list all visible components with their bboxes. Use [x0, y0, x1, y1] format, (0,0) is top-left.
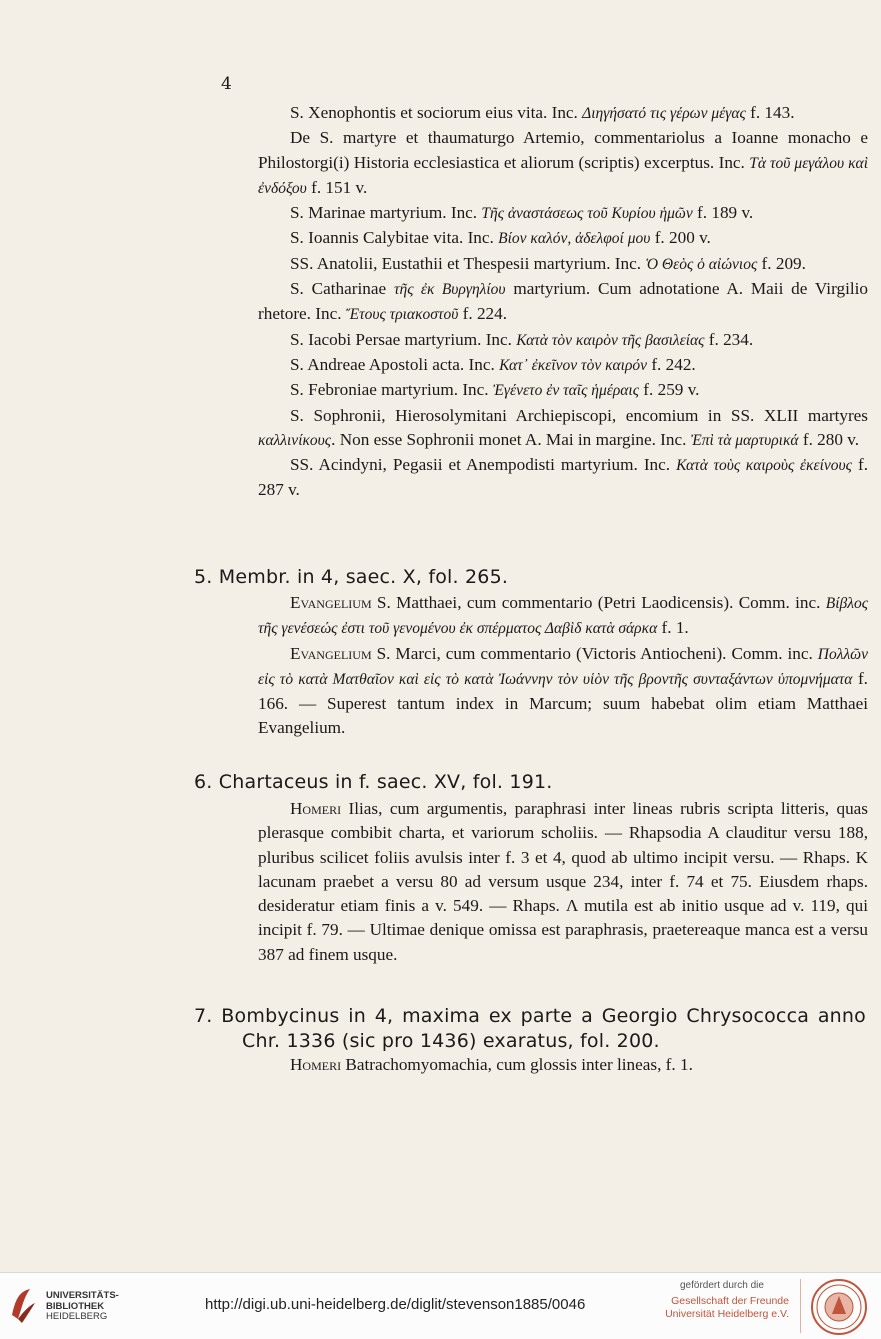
university-seal-icon [810, 1278, 868, 1336]
entry-calybitae: S. Ioannis Calybitae vita. Inc. Βίον καλόν, ἀδελφοί μου f. 200 v. [290, 228, 711, 248]
sponsor-name: Gesellschaft der Freunde Universität Heidelberg e.V. [665, 1295, 789, 1320]
section-6-body [258, 797, 868, 967]
entry-catharinae: S. Catharinae τῆς ἐκ Βυργηλίου martyrium. Cum adnotatione A. Maii de Virgilio rhetore. Inc. Ἔτους τριακοστοῦ f. 224. [258, 279, 869, 324]
viewer-footer [0, 1272, 881, 1339]
section-6-para-1: Homeri Ilias, cum argumentis, paraphrasi inter lineas rubris scripta litteris, quas plerasque combibit charta, et variorum scholiis. — Rhapsodia A clauditur versu 188, pluribus scilicet foliis avulsis inter f. 3 et 4, quod ab ultimo incipit versu. — Rhaps. K lacunam praebet a versu 80 ad versum usque 234, inter f. 74 et 75. Eiusdem rhaps. desideratur etiam finis a v. 549. — Rhaps. Λ mutila est ab initio usque ad v. 119, qui incipit f. 79. — Ultimae denique omissa est paraphrasis, praetereaque manca est a versu 387 ad finem usque. [258, 799, 868, 964]
entry-marinae: S. Marinae martyrium. Inc. Τῆς ἀναστάσεως τοῦ Κυρίου ἡμῶν f. 189 v. [290, 203, 754, 223]
entry-andreae: S. Andreae Apostoli acta. Inc. Κατ᾽ ἐκεῖνον τὸν καιρόν f. 242. [290, 354, 696, 374]
section-7-body [258, 1053, 868, 1077]
section-6-heading: 6. Chartaceus in f. saec. XV, fol. 191. [194, 771, 553, 793]
entry-iacobi: S. Iacobi Persae martyrium. Inc. Κατὰ τὸν καιρὸν τῆς βασιλείας f. 234. [290, 329, 754, 349]
permalink-url[interactable]: http://digi.ub.uni-heidelberg.de/diglit/stevenson1885/0046 [205, 1296, 586, 1313]
library-name: UNIVERSITÄTS- BIBLIOTHEK HEIDELBERG [46, 1290, 119, 1322]
page-number: 4 [221, 74, 232, 94]
entry-xenophontis: S. Xenophontis et sociorum eius vita. Inc. Διηγήσατό τις γέρων μέγας f. 143. [290, 103, 795, 122]
sponsor-label: gefördert durch die [680, 1280, 764, 1291]
section-5-para-1: Evangelium S. Matthaei, cum commentario (Petri Laodicensis). Comm. inc. Βίβλος τῆς γενέσεώς ἐστι τοῦ γενομένου ἐκ σπέρματος Δαβὶδ κατὰ σάρκα f. 1. [258, 593, 868, 638]
entry-acindyni: SS. Acindyni, Pegasii et Anempodisti martyrium. Inc. Κατὰ τοὺς καιροὺς ἐκείνους f. 287 v. [258, 455, 868, 500]
section-5-para-2: Evangelium S. Marci, cum commentario (Victoris Antiocheni). Comm. inc. Πολλῶν εἰς τὸ κατὰ Ματθαῖον καὶ εἰς τὸ κατὰ Ἰωάννην τὸν υἱὸν τῆς βροντῆς συνταξάντων ὑπομνήματα f. 166. — Superest tantum index in Marcum; suum habebat olim etiam Matthaei Evangelium. [258, 643, 868, 738]
section-5-heading: 5. Membr. in 4, saec. X, fol. 265. [194, 566, 509, 588]
entry-artemio: De S. martyre et thaumaturgo Artemio, commentariolus a Ioanne monacho e Philostorgi(i) Historia ecclesiastica et aliorum (scriptis) excerptus. Inc. Τὰ τοῦ μεγάλου καὶ ἐνδόξου f. 151 v. [258, 128, 868, 197]
section-5-body [258, 591, 868, 741]
section-7-para-1: Homeri Batrachomyomachia, cum glossis inter lineas, f. 1. [290, 1055, 693, 1074]
entry-anatolii: SS. Anatolii, Eustathii et Thespesii martyrium. Inc. Ὁ Θεὸς ὁ αἰώνιος f. 209. [290, 253, 806, 273]
entry-febroniae: S. Febroniae martyrium. Inc. Ἐγένετο ἐν ταῖς ἡμέραις f. 259 v. [290, 380, 700, 400]
entries-list [258, 101, 868, 503]
library-logo-icon [8, 1285, 38, 1325]
section-7-heading: 7. Bombycinus in 4, maxima ex parte a Georgio Chrysococca anno Chr. 1336 (sic pro 1436) exaratus, fol. 200. [194, 1005, 866, 1052]
divider [800, 1279, 801, 1333]
entry-sophronii: S. Sophronii, Hierosolymitani Archiepiscopi, encomium in SS. XLII martyres καλλινίκους. Non esse Sophronii monet A. Mai in margine. Inc. Ἐπὶ τὰ μαρτυρικά f. 280 v. [258, 405, 868, 449]
